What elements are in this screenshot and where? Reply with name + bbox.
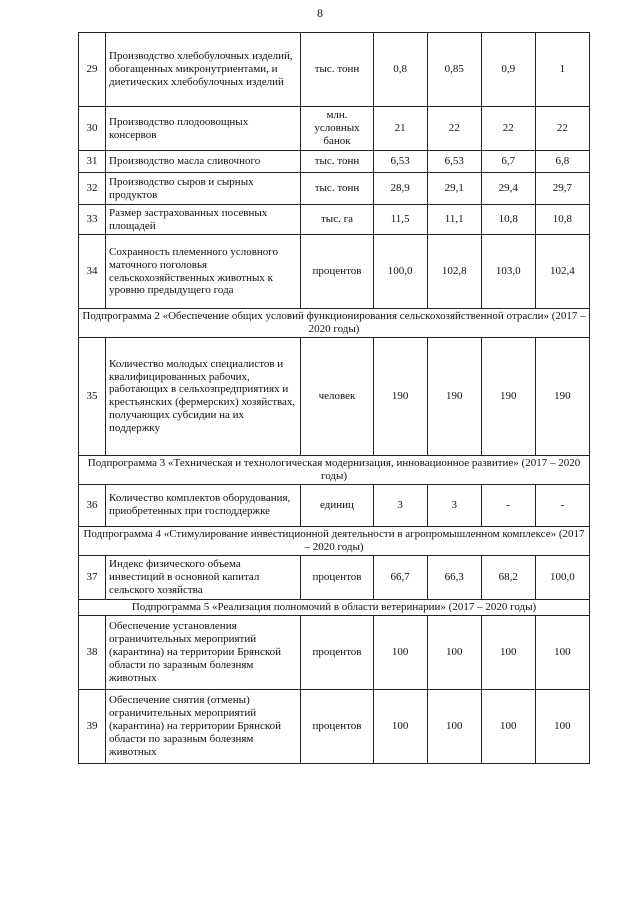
- table-row: [79, 337, 590, 455]
- row-number: 36: [79, 484, 106, 526]
- subprogram-title: Подпрограмма 3 «Техническая и технологическая модернизация, инновационное развитие» (2017 – 2020 годы): [79, 455, 590, 484]
- value-cell: 28,9: [373, 173, 427, 205]
- value-cell: 22: [535, 107, 589, 151]
- indicator-name: Индекс физического объема инвестиций в основной капитал сельского хозяйства: [106, 555, 301, 599]
- value-cell: 6,53: [373, 151, 427, 173]
- table-row: [79, 235, 590, 309]
- value-cell: 0,8: [373, 33, 427, 107]
- row-number: 33: [79, 205, 106, 235]
- value-cell: 29,1: [427, 173, 481, 205]
- unit-cell: человек: [301, 337, 373, 455]
- value-cell: 100,0: [535, 555, 589, 599]
- indicator-name: Размер застрахованных посевных площадей: [106, 205, 301, 235]
- value-cell: 100: [535, 615, 589, 689]
- indicator-name: Обеспечение установления ограничительных мероприятий (карантина) на территории Брянской области по заразным болезням животных: [106, 615, 301, 689]
- table-row: [79, 689, 590, 763]
- indicator-name: Производство плодоовощных консервов: [106, 107, 301, 151]
- indicator-name: Обеспечение снятия (отмены) ограничительных мероприятий (карантина) на территории Брянской области по заразным болезням животных: [106, 689, 301, 763]
- unit-cell: тыс. тонн: [301, 33, 373, 107]
- value-cell: 6,8: [535, 151, 589, 173]
- value-cell: 102,8: [427, 235, 481, 309]
- subprogram-row: [79, 526, 590, 555]
- value-cell: -: [535, 484, 589, 526]
- row-number: 39: [79, 689, 106, 763]
- unit-cell: процентов: [301, 689, 373, 763]
- table-row: [79, 615, 590, 689]
- subprogram-row: [79, 309, 590, 338]
- indicator-name: Производство сыров и сырных продуктов: [106, 173, 301, 205]
- indicators-table: [78, 32, 590, 764]
- row-number: 31: [79, 151, 106, 173]
- value-cell: -: [481, 484, 535, 526]
- value-cell: 100: [373, 615, 427, 689]
- unit-cell: млн. условных банок: [301, 107, 373, 151]
- unit-cell: тыс. га: [301, 205, 373, 235]
- row-number: 35: [79, 337, 106, 455]
- value-cell: 100,0: [373, 235, 427, 309]
- table-row: [79, 205, 590, 235]
- table-row: [79, 173, 590, 205]
- unit-cell: единиц: [301, 484, 373, 526]
- unit-cell: процентов: [301, 555, 373, 599]
- value-cell: 22: [481, 107, 535, 151]
- value-cell: 0,9: [481, 33, 535, 107]
- value-cell: 66,7: [373, 555, 427, 599]
- value-cell: 66,3: [427, 555, 481, 599]
- value-cell: 100: [535, 689, 589, 763]
- subprogram-title: Подпрограмма 4 «Стимулирование инвестиционной деятельности в агропромышленном комплексе» (2017 – 2020 годы): [79, 526, 590, 555]
- row-number: 29: [79, 33, 106, 107]
- unit-cell: процентов: [301, 235, 373, 309]
- unit-cell: процентов: [301, 615, 373, 689]
- value-cell: 11,1: [427, 205, 481, 235]
- subprogram-title: Подпрограмма 5 «Реализация полномочий в области ветеринарии» (2017 – 2020 годы): [79, 599, 590, 615]
- value-cell: 3: [427, 484, 481, 526]
- value-cell: 10,8: [481, 205, 535, 235]
- value-cell: 0,85: [427, 33, 481, 107]
- value-cell: 100: [427, 615, 481, 689]
- value-cell: 22: [427, 107, 481, 151]
- table-row: [79, 107, 590, 151]
- value-cell: 21: [373, 107, 427, 151]
- indicator-name: Производство хлебобулочных изделий, обогащенных микронутриентами, и диетических хлебобулочных изделий: [106, 33, 301, 107]
- value-cell: 3: [373, 484, 427, 526]
- value-cell: 190: [535, 337, 589, 455]
- indicator-name: Количество комплектов оборудования, приобретенных при господдержке: [106, 484, 301, 526]
- value-cell: 100: [427, 689, 481, 763]
- indicator-name: Производство масла сливочного: [106, 151, 301, 173]
- value-cell: 100: [481, 615, 535, 689]
- value-cell: 190: [481, 337, 535, 455]
- table-row: [79, 33, 590, 107]
- value-cell: 29,7: [535, 173, 589, 205]
- unit-cell: тыс. тонн: [301, 173, 373, 205]
- value-cell: 6,53: [427, 151, 481, 173]
- indicator-name: Сохранность племенного условного маточного поголовья сельскохозяйственных животных к уровню предыдущего года: [106, 235, 301, 309]
- value-cell: 10,8: [535, 205, 589, 235]
- unit-cell: тыс. тонн: [301, 151, 373, 173]
- subprogram-row: [79, 599, 590, 615]
- value-cell: 68,2: [481, 555, 535, 599]
- table-row: [79, 151, 590, 173]
- value-cell: 100: [373, 689, 427, 763]
- table-row: [79, 484, 590, 526]
- value-cell: 190: [427, 337, 481, 455]
- value-cell: 102,4: [535, 235, 589, 309]
- value-cell: 190: [373, 337, 427, 455]
- row-number: 30: [79, 107, 106, 151]
- value-cell: 29,4: [481, 173, 535, 205]
- value-cell: 11,5: [373, 205, 427, 235]
- page-number: 8: [317, 6, 323, 20]
- row-number: 37: [79, 555, 106, 599]
- row-number: 32: [79, 173, 106, 205]
- value-cell: 6,7: [481, 151, 535, 173]
- value-cell: 1: [535, 33, 589, 107]
- row-number: 34: [79, 235, 106, 309]
- subprogram-row: [79, 455, 590, 484]
- row-number: 38: [79, 615, 106, 689]
- table-row: [79, 555, 590, 599]
- subprogram-title: Подпрограмма 2 «Обеспечение общих условий функционирования сельскохозяйственной отрасли» (2017 – 2020 годы): [79, 309, 590, 338]
- value-cell: 103,0: [481, 235, 535, 309]
- value-cell: 100: [481, 689, 535, 763]
- indicator-name: Количество молодых специалистов и квалифицированных рабочих, работающих в сельхозпредприятиях и крестьянских (фермерских) хозяйствах, получающих субсидии на их поддержку: [106, 337, 301, 455]
